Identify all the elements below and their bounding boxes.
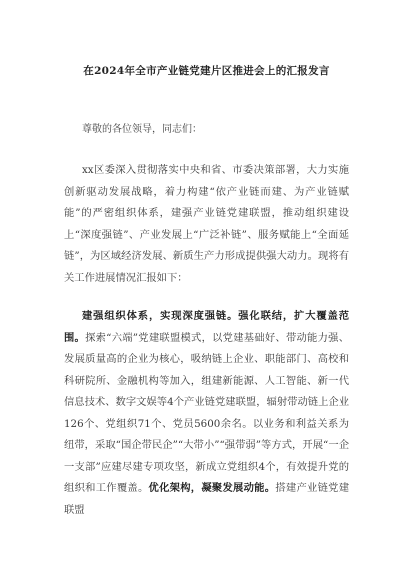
document-title: 在2024年全市产业链党建片区推进会上的汇报发言 — [83, 65, 330, 77]
salutation: 尊敬的各位领导，同志们： — [82, 124, 202, 135]
intro-paragraph: xx区委深入贯彻落实中央和省、市委决策部署，大力实施创新驱动发展战略，着力构建“依产业链而建、为产业链赋能”的严密组织体系，建强产业链党建联盟，推动组织建设上“深度强链”、产业发展上“广泛补链”、服务赋能上“全面延链”，为区域经济发展、新质生产力形成提供强大动力。现将有关工作进展情况汇报如下： — [64, 164, 349, 284]
section-1-body: 探索“六端”党建联盟模式，以党建基础好、带动能力强、发展质量高的企业为核心，吸纳链上企业、职能部门、高校和科研院所、金融机构等加入，组建新能源、人工智能、新一代信息技术、数字文娱等4个产业链党建联盟，辐射带动链上企业126个、党组织71个、党员5600余名。以业务和利益关系为纽带，采取“国企带民企”“大带小”“强带弱”等方式，开展“一企一支部”应建尽建专项攻坚，新成立党组织4个，有效提升党的组织和工作覆盖。 — [64, 331, 349, 494]
section-1-subheading: 优化架构，凝聚发展动能。 — [148, 482, 276, 494]
section-1-paragraph — [64, 306, 349, 521]
section-1-heading: 建强组织体系，实现深度强链。强化联结，扩大覆盖范围。 — [64, 310, 349, 344]
section-1-body-continued: 搭建产业链党建联盟 — [64, 482, 350, 516]
